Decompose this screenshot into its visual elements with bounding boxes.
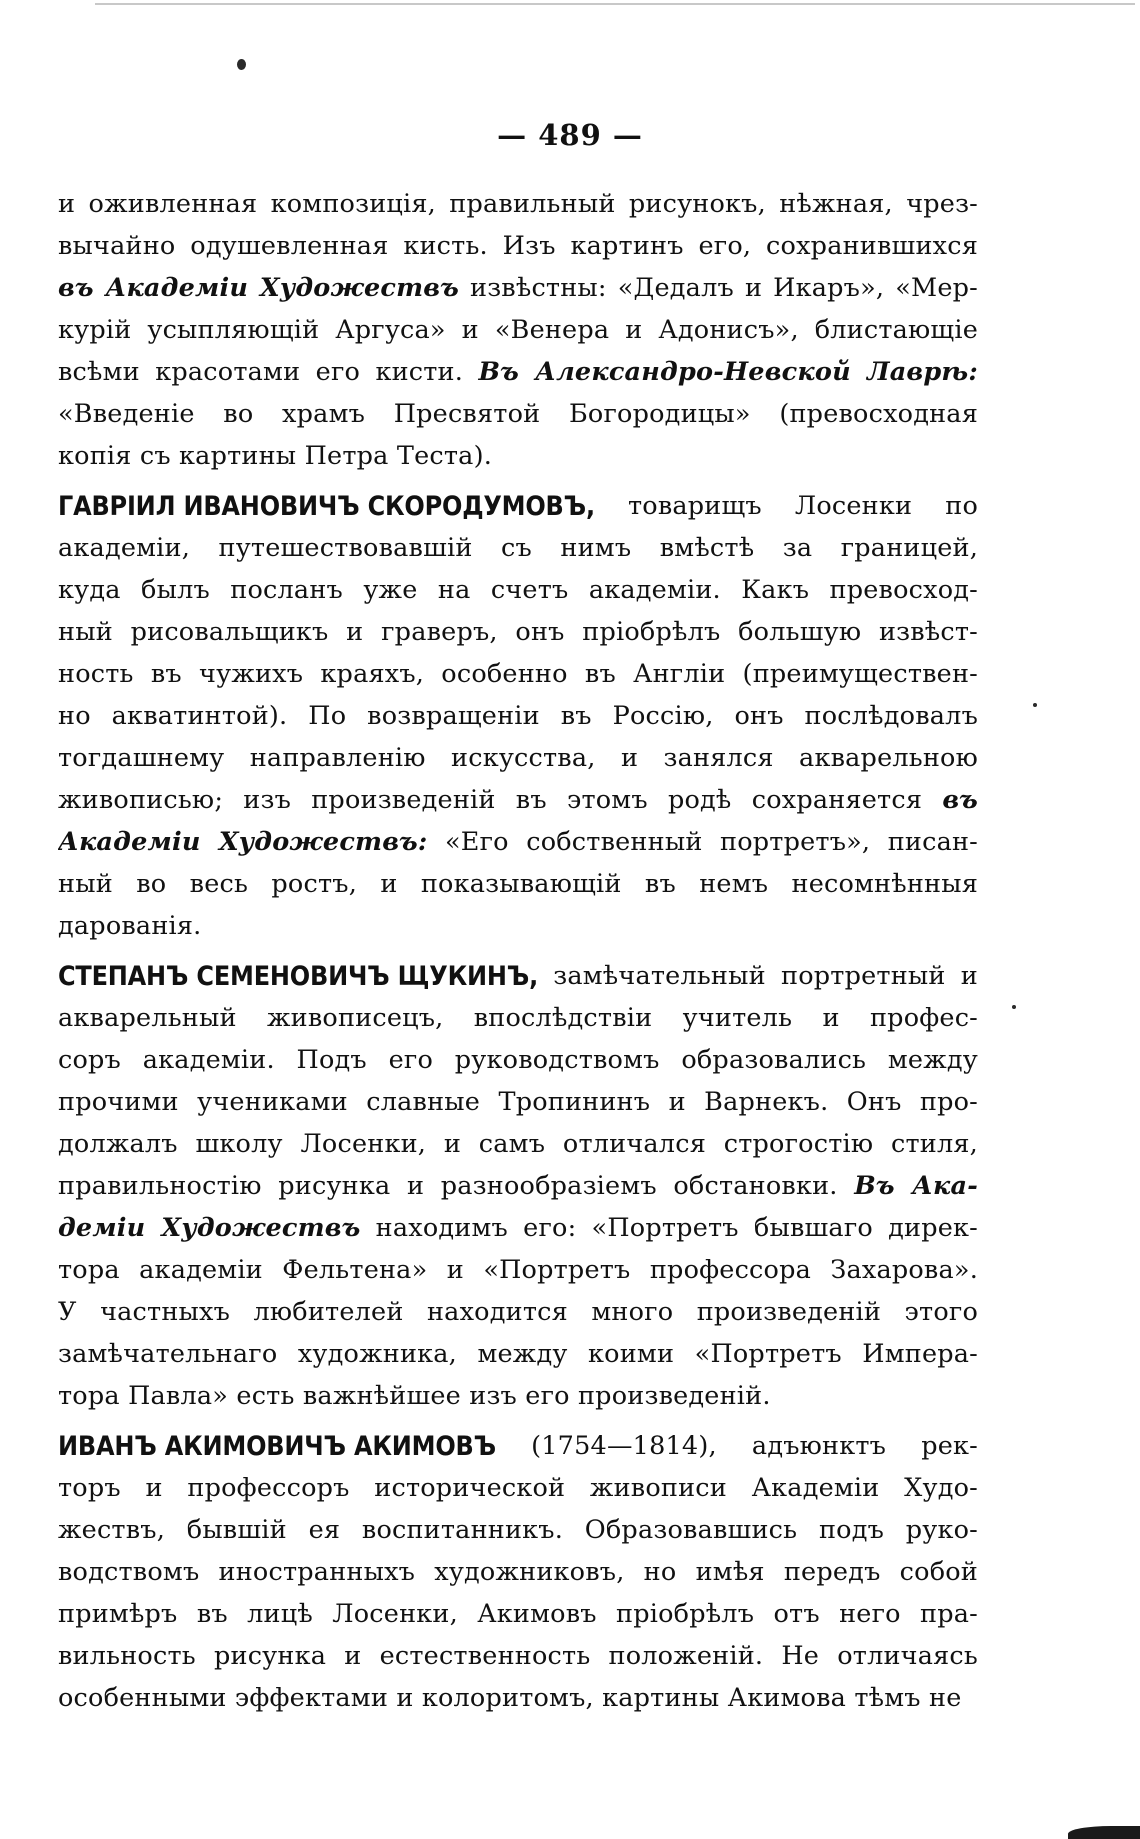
text-line	[58, 309, 978, 351]
artist-name-heading: СТЕПАНЪ СЕМЕНОВИЧЪ ЩУКИНЪ,	[58, 960, 539, 992]
text-run: всѣми красотами его кисти.	[58, 357, 479, 387]
ink-speck	[1012, 1005, 1016, 1009]
italic-reference: въ	[942, 785, 978, 815]
text-line	[58, 527, 978, 569]
text-run: торъ и профессоръ исторической живописи Академіи Худо-	[58, 1473, 978, 1503]
text-line	[58, 955, 978, 997]
text-line	[58, 1333, 978, 1375]
text-run: У частныхъ любителей находится много произведеній этого	[58, 1297, 978, 1327]
text-run: прочими учениками славные Тропининъ и Варнекъ. Онъ про-	[58, 1087, 978, 1117]
text-run: академіи, путешествовавшій съ нимъ вмѣстѣ за границей,	[58, 533, 978, 563]
text-run: тора Павла» есть важнѣйшее изъ его произведеній.	[58, 1381, 771, 1411]
body-text	[58, 183, 978, 1719]
text-run: находимъ его: «Портретъ бывшаго дирек-	[360, 1213, 978, 1243]
text-run: жествъ, бывшій ея воспитанникъ. Образовавшись подъ руко-	[58, 1515, 978, 1545]
text-run: (1754—1814), адъюнктъ рек-	[495, 1431, 978, 1461]
text-line	[58, 1039, 978, 1081]
text-run: особенными эффектами и колоритомъ, картины Акимова тѣмъ не	[58, 1683, 962, 1713]
text-line	[58, 435, 978, 477]
text-run: товарищъ Лосенки по	[594, 491, 978, 521]
text-line	[58, 1375, 978, 1417]
text-run: ный рисовальщикъ и граверъ, онъ пріобрѣлъ большую извѣст-	[58, 617, 978, 647]
text-line	[58, 267, 978, 309]
text-run: замѣчательнаго художника, между коими «Портретъ Импера-	[58, 1339, 978, 1369]
text-run: ный во весь ростъ, и показывающій въ немъ несомнѣнныя	[58, 869, 978, 899]
text-line	[58, 1207, 978, 1249]
artist-name-heading: ИВАНЪ АКИМОВИЧЪ АКИМОВЪ	[58, 1430, 496, 1462]
text-run: копія съ картины Петра Теста).	[58, 441, 493, 471]
text-line	[58, 485, 978, 527]
text-line	[58, 1165, 978, 1207]
text-line	[58, 225, 978, 267]
text-line	[58, 1551, 978, 1593]
text-line	[58, 821, 978, 863]
text-line	[58, 1593, 978, 1635]
text-run: куда былъ посланъ уже на счетъ академіи. Какъ превосход-	[58, 575, 978, 605]
text-run: живописью; изъ произведеній въ этомъ родѣ сохраняется	[58, 785, 943, 815]
text-line	[58, 863, 978, 905]
text-line	[58, 653, 978, 695]
text-line	[58, 183, 978, 225]
text-run: водствомъ иностранныхъ художниковъ, но имѣя передъ собой	[58, 1557, 978, 1587]
text-run: но акватинтой). По возвращеніи въ Россію, онъ послѣдовалъ	[58, 701, 978, 731]
ink-speck	[237, 59, 246, 70]
top-edge-rule	[95, 3, 1135, 5]
italic-reference: Академіи Художествъ:	[58, 827, 428, 857]
paragraph-gap	[58, 477, 978, 485]
text-line	[58, 905, 978, 947]
text-line	[58, 1123, 978, 1165]
text-run: извѣстны: «Дедалъ и Икаръ», «Мер-	[458, 273, 978, 303]
text-run: правильностію рисунка и разнообразіемъ обстановки.	[58, 1171, 855, 1201]
corner-ink-mark	[1068, 1826, 1140, 1839]
text-line	[58, 393, 978, 435]
text-run: и оживленная композиція, правильный рисунокъ, нѣжная, чрез-	[58, 189, 978, 219]
text-run: вычайно одушевленная кисть. Изъ картинъ его, сохранившихся	[58, 231, 978, 261]
text-run: замѣчательный портретный и	[538, 961, 978, 991]
italic-reference: Въ Ака-	[854, 1171, 978, 1201]
text-run: дарованія.	[58, 911, 202, 941]
text-line	[58, 1425, 978, 1467]
text-line	[58, 1635, 978, 1677]
text-line	[58, 569, 978, 611]
italic-reference: деміи Художествъ	[58, 1213, 361, 1243]
text-line	[58, 695, 978, 737]
text-line	[58, 1081, 978, 1123]
artist-name-heading: ГАВРІИЛ ИВАНОВИЧЪ СКОРОДУМОВЪ,	[58, 490, 595, 522]
text-line	[58, 737, 978, 779]
text-line	[58, 611, 978, 653]
page-number: — 489 —	[497, 118, 643, 152]
text-line	[58, 1291, 978, 1333]
text-run: акварельный живописецъ, впослѣдствіи учитель и профес-	[58, 1003, 978, 1033]
text-run: вильность рисунка и естественность положеній. Не отличаясь	[58, 1641, 978, 1671]
text-run: соръ академіи. Подъ его руководствомъ образовались между	[58, 1045, 978, 1075]
text-line	[58, 997, 978, 1039]
text-run: примѣръ въ лицѣ Лосенки, Акимовъ пріобрѣлъ отъ него пра-	[58, 1599, 978, 1629]
text-run: курій усыпляющій Аргуса» и «Венера и Адонисъ», блистающіе	[58, 315, 978, 345]
text-run: должалъ школу Лосенки, и самъ отличался строгостію стиля,	[58, 1129, 978, 1159]
ink-speck	[1033, 703, 1037, 707]
text-line	[58, 1249, 978, 1291]
text-line	[58, 1467, 978, 1509]
paragraph-gap	[58, 947, 978, 955]
text-line	[58, 779, 978, 821]
text-run: «Введеніе во храмъ Пресвятой Богородицы» (превосходная	[58, 399, 978, 429]
italic-reference: въ Академіи Художествъ	[58, 273, 459, 303]
text-run: ность въ чужихъ краяхъ, особенно въ Англіи (преимуществен-	[58, 659, 978, 689]
italic-reference: Въ Александро-Невской Лаврѣ:	[478, 357, 978, 387]
text-run: тогдашнему направленію искусства, и занялся акварельною	[58, 743, 978, 773]
text-line	[58, 1677, 978, 1719]
text-line	[58, 1509, 978, 1551]
paragraph-gap	[58, 1417, 978, 1425]
text-line	[58, 351, 978, 393]
text-run: тора академіи Фельтена» и «Портретъ профессора Захарова».	[58, 1255, 978, 1285]
text-run: «Его собственный портретъ», писан-	[427, 827, 978, 857]
